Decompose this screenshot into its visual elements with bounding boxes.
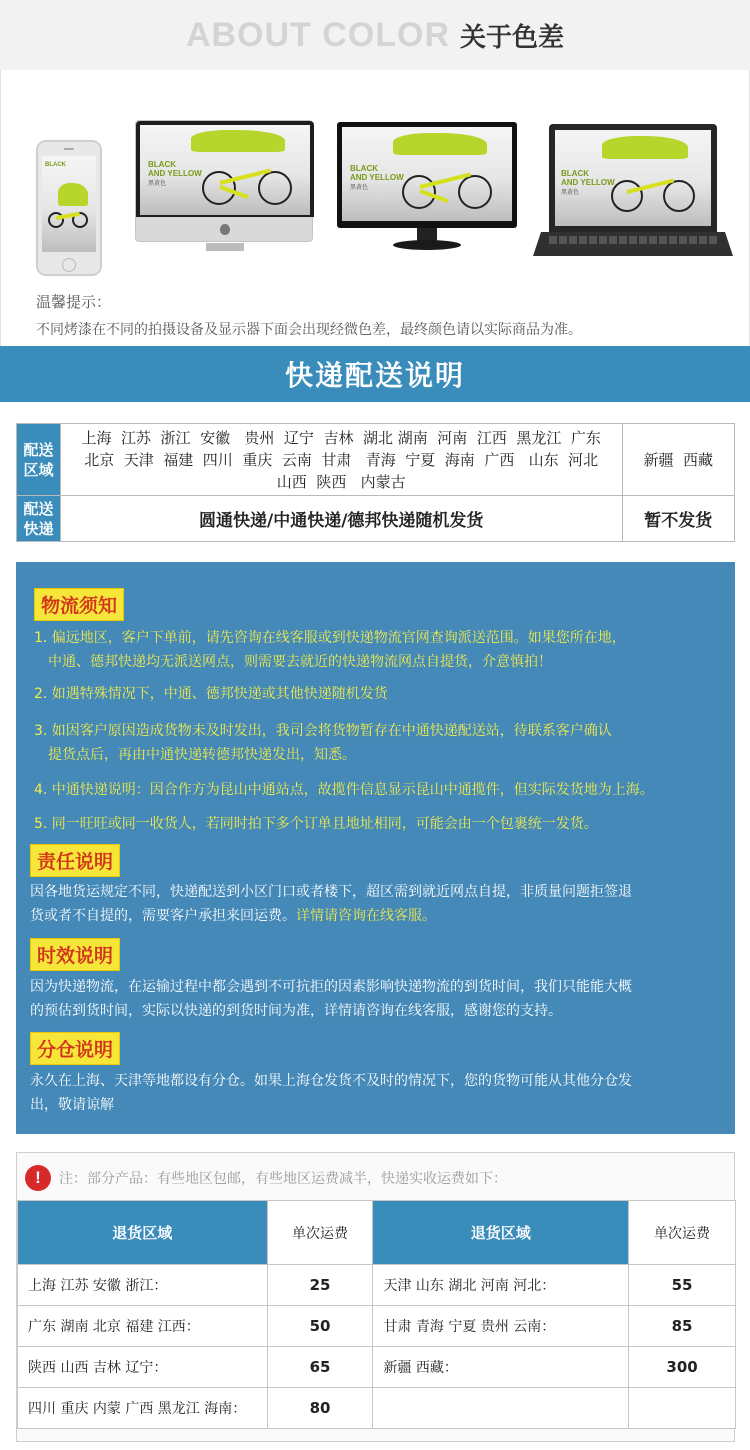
no-delivery-note: 暂不发货: [622, 496, 735, 542]
express-title: 快递配送说明: [284, 359, 465, 392]
express-header: [0, 346, 750, 402]
table-row-empty: [373, 1388, 629, 1429]
monitor-screen: BLACK AND YELLOW 黑黄色: [342, 127, 512, 221]
table-row-region: 天津 山东 湖北 河南 河北：: [373, 1265, 629, 1306]
col-fee-left: 单次运费: [267, 1201, 373, 1265]
table-row-empty: [629, 1388, 736, 1429]
shipping-note: [25, 1161, 507, 1195]
notice-item-5: 5. 同一旺旺或同一收货人，若同时拍下多个订单且地址相同，可能会由一个包裹统一发货。: [34, 816, 598, 832]
notice-item-3: 3. 如因客户原因造成货物未及时发出，我司会将货物暂存在中通快递配送站，待联系客户确认: [34, 723, 612, 739]
logistics-notice: 物流须知 1. 偏远地区，客户下单前，请先咨询在线客服或到快递物流官网查询派送范围。如果您所在地， 中通、德邦快递均无派送网点，则需要去就近的快递物流网点自提货，介意慎拍！ 2. 如遇特殊情况下，中通、德邦快递或其他快递随机发货 3. 如因客户原因造成货物未及时发出，我司会将货物暂存在中通快递配送站，待联系客户确认 提货点后，再由中通快递转德邦快递发出，知悉。 4. 中通快递说明：因合作方为昆山中通站点，故揽件信息显示昆山中通揽件，但实际发货地为上海。 5. 同一旺旺或同一收货人，若同时拍下多个订单且地址相同，可能会由一个包裹统一发货。 责任说明 因各地货运规定不同，快递配送到小区门口或者楼下，超区需到就近网点自提，非质量问题拒签退 货或者不自提的，需要客户承担来回运费。详情请咨询在线客服。 时效说明 因为快递物流，在运输过程中都会遇到不可抗拒的因素影响快递物流的到货时间，我们只能能大概 的预估到货时间，实际以快递的到货时间为准，详情请咨询在线客服，感谢您的支持。 分仓说明 永久在上海、天津等地都设有分仓。如果上海仓发货不及时的情况下，您的货物可能从其他分仓发 出，敬请谅解: [16, 562, 735, 1134]
carrier-label: 配送快递: [17, 496, 61, 542]
about-color-title-en: ABOUT COLOR: [185, 15, 451, 54]
phone-screen: BLACK: [42, 156, 96, 252]
laptop-device: [533, 124, 733, 256]
notice-item-2: 2. 如遇特殊情况下，中通、德邦快递或其他快递随机发货: [34, 686, 388, 702]
notice-item-1-cont: 中通、德邦快递均无派送网点，则需要去就近的快递物流网点自提货，介意慎拍！: [48, 654, 552, 670]
liability-title: 责任说明: [30, 844, 120, 877]
apple-logo-icon: [220, 224, 230, 235]
notice-item-1: 1. 偏远地区，客户下单前，请先咨询在线客服或到快递物流官网查询派送范围。如果您所在地，: [34, 630, 626, 646]
table-row-region: 陕西 山西 吉林 辽宁：: [18, 1347, 268, 1388]
warehouse-text: 永久在上海、天津等地都设有分仓。如果上海仓发货不及时的情况下，您的货物可能从其他分仓发: [30, 1073, 632, 1089]
monitor-device: [337, 122, 517, 254]
carrier-list: 圆通快递/中通快递/德邦快递随机发货: [60, 496, 622, 542]
logistics-title: 物流须知: [34, 588, 124, 621]
liability-contact: 详情请咨询在线客服。: [296, 908, 436, 924]
about-color-title-cn: 关于色差: [460, 22, 565, 53]
delivery-region-table: [16, 423, 735, 542]
region-list: 上海 江苏 浙江 安徽 贵州 辽宁 吉林 湖北 湖南 河南 江西 黑龙江 广东 北京 天津 福建 四川 重庆 云南 甘肃 青海 宁夏 海南 广西 山东 河北 山西 陕西 内蒙古: [60, 424, 622, 496]
col-region-right: 退货区域: [373, 1201, 629, 1265]
warehouse-title: 分仓说明: [30, 1032, 120, 1065]
laptop-screen: BLACK AND YELLOW 黑黄色: [555, 130, 711, 226]
table-row-fee: 50: [267, 1306, 373, 1347]
tip-text: 不同烤漆在不同的拍摄设备及显示器下面会出现经微色差，最终颜色请以实际商品为准。: [36, 322, 582, 338]
timing-text: 因为快递物流，在运输过程中都会遇到不可抗拒的因素影响快递物流的到货时间，我们只能能大概: [30, 979, 632, 995]
table-row-region: 四川 重庆 内蒙 广西 黑龙江 海南：: [18, 1388, 268, 1429]
excluded-regions: 新疆 西藏: [622, 424, 735, 496]
liability-text: 因各地货运规定不同，快递配送到小区门口或者楼下，超区需到就近网点自提，非质量问题拒签退: [30, 884, 632, 900]
timing-title: 时效说明: [30, 938, 120, 971]
table-row-region: 广东 湖南 北京 福建 江西：: [18, 1306, 268, 1347]
about-color-section: [0, 70, 750, 346]
exclamation-icon: !: [25, 1165, 51, 1191]
table-row-fee: 300: [629, 1347, 736, 1388]
col-region-left: 退货区域: [18, 1201, 268, 1265]
notice-item-4: 4. 中通快递说明：因合作方为昆山中通站点，故揽件信息显示昆山中通揽件，但实际发货地为上海。: [34, 782, 654, 798]
device-comparison: [1, 110, 750, 250]
imac-device: [135, 120, 313, 242]
notice-item-3-cont: 提货点后，再由中通快递转德邦快递发出，知悉。: [48, 747, 356, 763]
table-row-fee: 65: [267, 1347, 373, 1388]
table-row-fee: 25: [267, 1265, 373, 1306]
table-row-region: 上海 江苏 安徽 浙江：: [18, 1265, 268, 1306]
table-row-region: 甘肃 青海 宁夏 贵州 云南：: [373, 1306, 629, 1347]
table-row-fee: 80: [267, 1388, 373, 1429]
table-row-fee: 55: [629, 1265, 736, 1306]
imac-screen: BLACK AND YELLOW 黑黄色: [140, 125, 310, 215]
shipping-cost-section: [16, 1152, 735, 1442]
phone-device: [36, 140, 102, 276]
tip-title: 温馨提示：: [36, 293, 112, 311]
shipping-note-text: 注：部分产品：有些地区包邮，有些地区运费减半，快递实收运费如下：: [59, 1171, 507, 1187]
shipping-cost-table: [17, 1200, 736, 1429]
about-color-header: [0, 0, 750, 70]
table-row-region: 新疆 西藏：: [373, 1347, 629, 1388]
region-label: 配送区域: [17, 424, 61, 496]
table-row-fee: 85: [629, 1306, 736, 1347]
col-fee-right: 单次运费: [629, 1201, 736, 1265]
